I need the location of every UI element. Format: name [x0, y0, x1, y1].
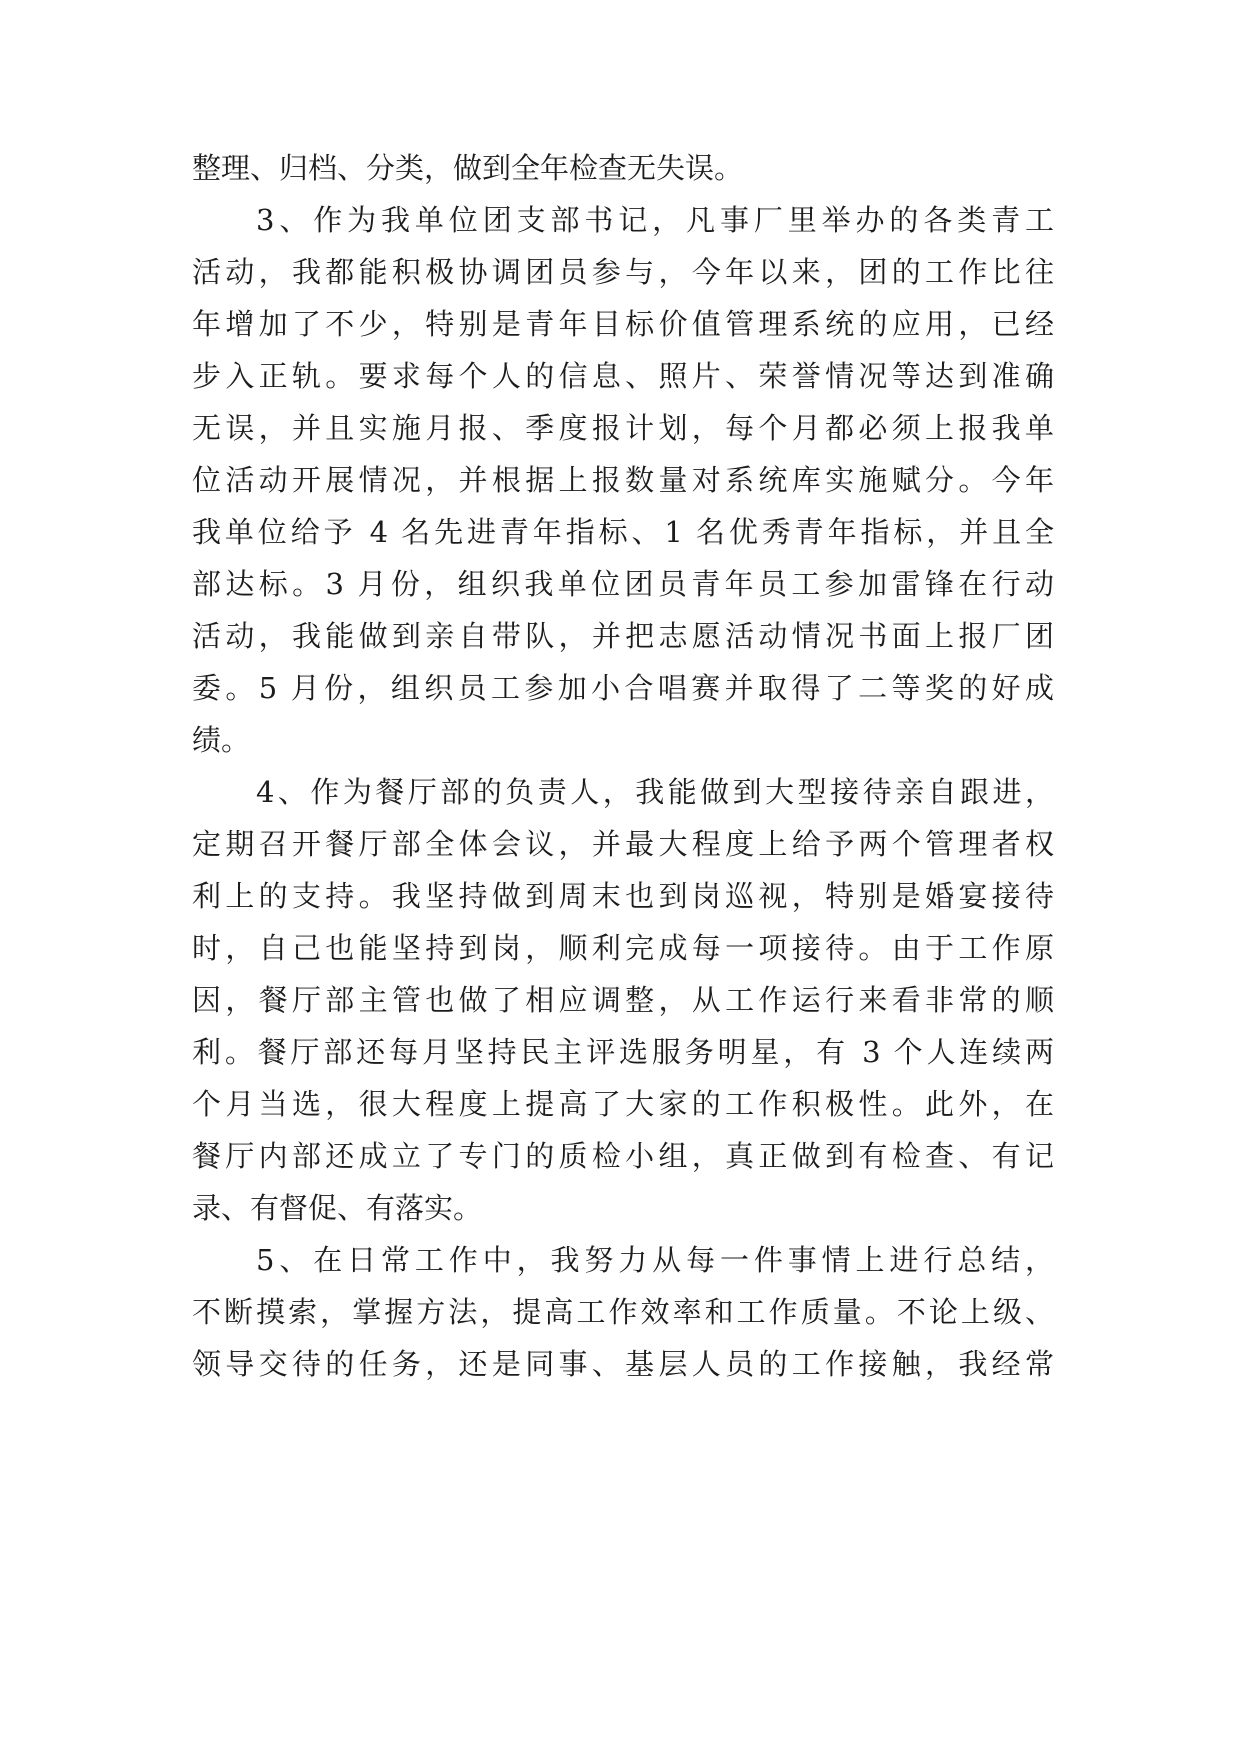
text-line: 利。餐厅部还每月坚持民主评选服务明星，有 3 个人连续两 [192, 1035, 1054, 1069]
paragraph-5-line: 5、在日常工作中，我努力从每一件事情上进行总结， [256, 1243, 1054, 1277]
paragraph-4-line: 4、作为餐厅部的负责人，我能做到大型接待亲自跟进， [256, 775, 1054, 809]
text-line: 绩。 [192, 723, 251, 757]
text-line: 餐厅内部还成立了专门的质检小组，真正做到有检查、有记 [192, 1139, 1054, 1173]
text-line: 时，自己也能坚持到岗，顺利完成每一项接待。由于工作原 [192, 931, 1054, 965]
text-line: 定期召开餐厅部全体会议，并最大程度上给予两个管理者权 [192, 827, 1054, 861]
text-line: 委。5 月份，组织员工参加小合唱赛并取得了二等奖的好成 [192, 671, 1054, 705]
text-line: 领导交待的任务，还是同事、基层人员的工作接触，我经常 [192, 1347, 1054, 1381]
text-line: 我单位给予 4 名先进青年指标、1 名优秀青年指标，并且全 [192, 515, 1054, 549]
text-line: 年增加了不少，特别是青年目标价值管理系统的应用，已经 [192, 307, 1054, 341]
text-line: 位活动开展情况，并根据上报数量对系统库实施赋分。今年 [192, 463, 1054, 497]
text-line: 活动，我都能积极协调团员参与，今年以来，团的工作比往 [192, 255, 1054, 289]
text-line: 活动，我能做到亲自带队，并把志愿活动情况书面上报厂团 [192, 619, 1054, 653]
text-line: 利上的支持。我坚持做到周末也到岗巡视，特别是婚宴接待 [192, 879, 1054, 913]
text-line: 无误，并且实施月报、季度报计划，每个月都必须上报我单 [192, 411, 1054, 445]
text-line: 部达标。3 月份，组织我单位团员青年员工参加雷锋在行动 [192, 567, 1054, 601]
text-line: 个月当选，很大程度上提高了大家的工作积极性。此外，在 [192, 1087, 1054, 1121]
paragraph-3-line: 3、作为我单位团支部书记，凡事厂里举办的各类青工 [256, 203, 1054, 237]
text-line: 因，餐厅部主管也做了相应调整，从工作运行来看非常的顺 [192, 983, 1054, 1017]
text-line: 不断摸索，掌握方法，提高工作效率和工作质量。不论上级、 [192, 1295, 1054, 1329]
text-line: 整理、归档、分类，做到全年检查无失误。 [192, 151, 744, 185]
text-line: 录、有督促、有落实。 [192, 1191, 483, 1225]
text-line: 步入正轨。要求每个人的信息、照片、荣誉情况等达到准确 [192, 359, 1054, 393]
